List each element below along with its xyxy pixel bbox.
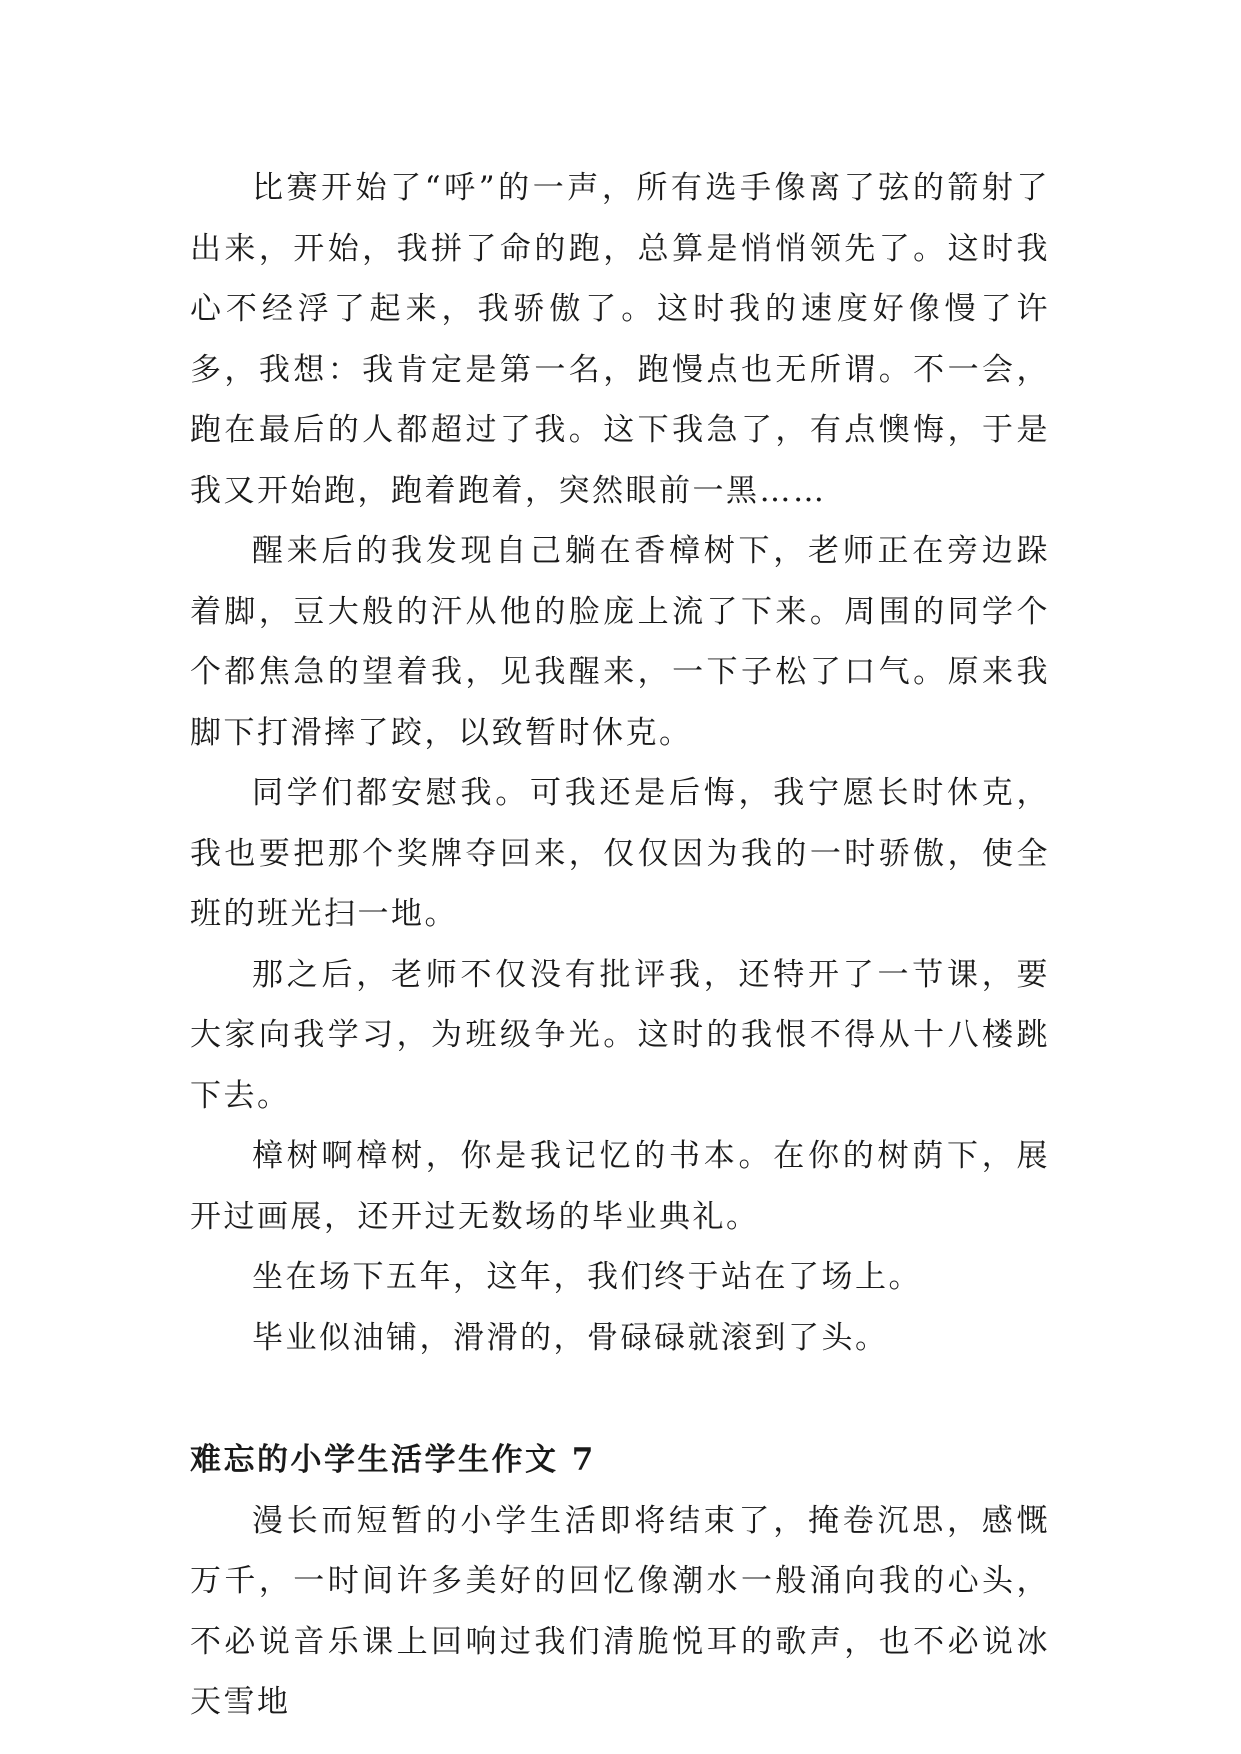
section-title: 难忘的小学生活学生作文 7: [190, 1442, 596, 1478]
paragraph: 那之后，老师不仅没有批评我，还特开了一节课，要大家向我学习，为班级争光。这时的我恨不得从十八楼跳下去。: [190, 956, 1050, 1114]
document-body: [190, 158, 1050, 1733]
paragraph: 樟树啊樟树，你是我记忆的书本。在你的树荫下，展开过画展，还开过无数场的毕业典礼。: [190, 1138, 1050, 1235]
paragraph: 醒来后的我发现自己躺在香樟树下，老师正在旁边跺着脚，豆大般的汗从他的脸庞上流了下来。周围的同学个个都焦急的望着我，见我醒来，一下子松了口气。原来我脚下打滑摔了跤，以致暂时休克。: [190, 533, 1050, 751]
paragraph: 漫长而短暂的小学生活即将结束了，掩卷沉思，感慨万千，一时间许多美好的回忆像潮水一般涌向我的心头，不必说音乐课上回响过我们清脆悦耳的歌声，也不必说冰天雪地: [190, 1502, 1050, 1720]
section-spacer: [190, 1368, 1050, 1430]
paragraph: 坐在场下五年，这年，我们终于站在了场上。: [252, 1259, 922, 1295]
paragraph: 比赛开始了“呼”的一声，所有选手像离了弦的箭射了出来，开始，我拼了命的跑，总算是悄悄领先了。这时我心不经浮了起来，我骄傲了。这时我的速度好像慢了许多，我想：我肯定是第一名，跑慢点也无所谓。不一会，跑在最后的人都超过了我。这下我急了，有点懊悔，于是我又开始跑，跑着跑着，突然眼前一黑……: [190, 170, 1050, 509]
paragraph: 毕业似油铺，滑滑的，骨碌碌就滚到了头。: [252, 1319, 889, 1356]
paragraph: 同学们都安慰我。可我还是后悔，我宁愿长时休克，我也要把那个奖牌夺回来，仅仅因为我的一时骄傲，使全班的班光扫一地。: [190, 775, 1050, 932]
